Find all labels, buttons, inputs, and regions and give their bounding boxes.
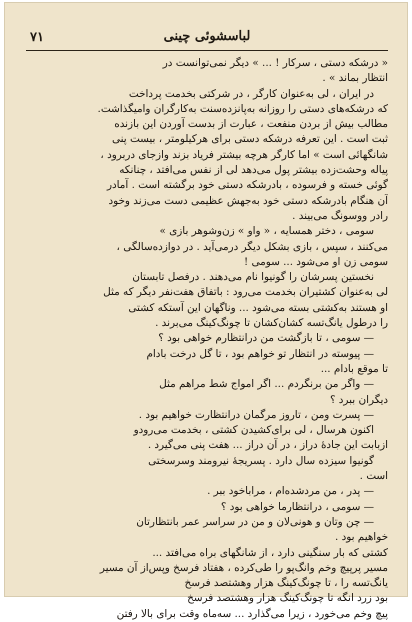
text-line: — سومی ، تا بازگشت من درانتظارم خواهی بود ؟ xyxy=(158,332,374,345)
text-line: خواهیم بود . xyxy=(334,531,388,544)
text-line: تا موقع بادام ... xyxy=(320,362,388,375)
text-line: کشتی که بار سنگینی دارد ، از شانگهای براه می‌افتد ... xyxy=(152,546,388,559)
text-line: او هستند به‌کشتی بسته می‌شود ... وناگهان این آستکه کشتی xyxy=(128,301,388,314)
text-line: یانگ‌تسه را ، تا چونگ‌کینگ هزار وهشتصد فرسخ xyxy=(184,577,388,590)
text-line: مسیر پرپیچ وخم وانگ‌پو را طی‌کرده ، هفتاد فرسخ وپس‌از آن مسیر xyxy=(99,561,388,574)
text-line: انتظار بماند » . xyxy=(322,72,388,85)
book-page xyxy=(4,2,408,620)
text-line: پیاله وحشت‌زده بیشتر پول می‌دهد لی از نفس می‌افتد ، چنانکه xyxy=(119,164,388,177)
text-line: — چن وتان و هونی‌لان و من در سراسر عمر بانتظارتان xyxy=(136,515,374,528)
text-line: لی به‌عنوان کشتیران بخدمت می‌رود : باتفاق هفت‌نفر دیگر که مثل xyxy=(103,286,388,299)
text-line: رادر ووسونگ می‌بیند . xyxy=(292,209,388,222)
text-line: « درشکه دستی ، سرکار ! ... » دیگر نمی‌توانست در xyxy=(162,57,388,69)
text-line: را درطول یانگ‌تسه کشان‌کشان تا چونگ‌کینگ می‌برند . xyxy=(155,317,388,330)
text-line: اکنون هرسال ، لی برای‌کشیدن کشتی ، بخدمت می‌رودو xyxy=(133,424,374,437)
text-line: در ایران ، لی به‌عنوان کارگر ، در شرکتی بخدمت پرداخت xyxy=(128,87,374,100)
text-line: سومی ، دختر همسایه ، « واو » زن‌وشوهر بازی » xyxy=(159,225,374,238)
text-line: — پسرت ومن ، تاروز مرگمان درانتظارت خواهیم بود . xyxy=(138,408,374,421)
page-number: ۷۱ xyxy=(30,30,44,45)
running-title: لباسشوئی چینی xyxy=(163,29,251,44)
text-line: می‌کنند ، سپس ، بازی بشکل دیگر درمی‌آید . در دوازده‌سالگی ، xyxy=(116,240,388,253)
text-line: است . xyxy=(359,470,388,483)
text-line: — سومی ، درانتظارما خواهی بود ؟ xyxy=(220,500,374,513)
text-line: مطالب بیش از بردن منفعت ، عبارت از بدست آوردن این بازنده xyxy=(114,118,388,131)
text-line: — پدر ، من مردشده‌ام ، مرابا‌خود ببر . xyxy=(207,485,374,498)
text-line: آن هنگام بادرشکه دستی خود به‌جهش عظیمی دست می‌زند وخود xyxy=(108,194,388,207)
body-text xyxy=(26,56,388,620)
text-line: — پیوسته در انتظار تو خواهم بود ، تا گل درخت بادام xyxy=(146,347,374,360)
text-line: ازبابت این جادهٔ دراز ، در آن دراز ... هفت پنی می‌گیرد . xyxy=(147,439,388,452)
text-line: پیچ وخم می‌خورد ، زیرا می‌گذارد ... سه‌ماه وقت برای بالا رفتن xyxy=(116,607,388,620)
text-line: — واگر من برنگردم ... اگر امواج شط مراهم مثل xyxy=(159,378,374,391)
text-line: ثبت است . این تعرفه درشکه دستی برای هرکیلومتر ، بیست پنی xyxy=(111,133,388,146)
text-line: گوئی خسته و فرسوده ، بادرشکه دستی خود برگشته است . آمادر xyxy=(107,179,388,192)
page-header xyxy=(26,28,388,51)
text-line: بود زرد انگه تا چونگ‌کینگ هزار وهشتصد فرسخ xyxy=(187,592,388,605)
text-line: نخستین پسرشان را گونیوا نام می‌دهند . درفصل تابستان xyxy=(132,271,374,284)
text-line: شانگهائی است » اما کارگر هرچه بیشتر فریاد بزند وازجای دربرود ، xyxy=(100,148,388,161)
text-line: سومی زن او می‌شود ... سومی ! xyxy=(244,255,388,268)
text-line: گونیوا سیزده سال دارد . پسریجهٔ نیرومند وسرسختی xyxy=(148,454,374,467)
text-line: دیگران ببرد ؟ xyxy=(329,393,388,406)
text-line: که درشکه‌های دستی را روزانه به‌پانزده‌سنت به‌کارگران وامیگذاشت. xyxy=(97,102,388,115)
